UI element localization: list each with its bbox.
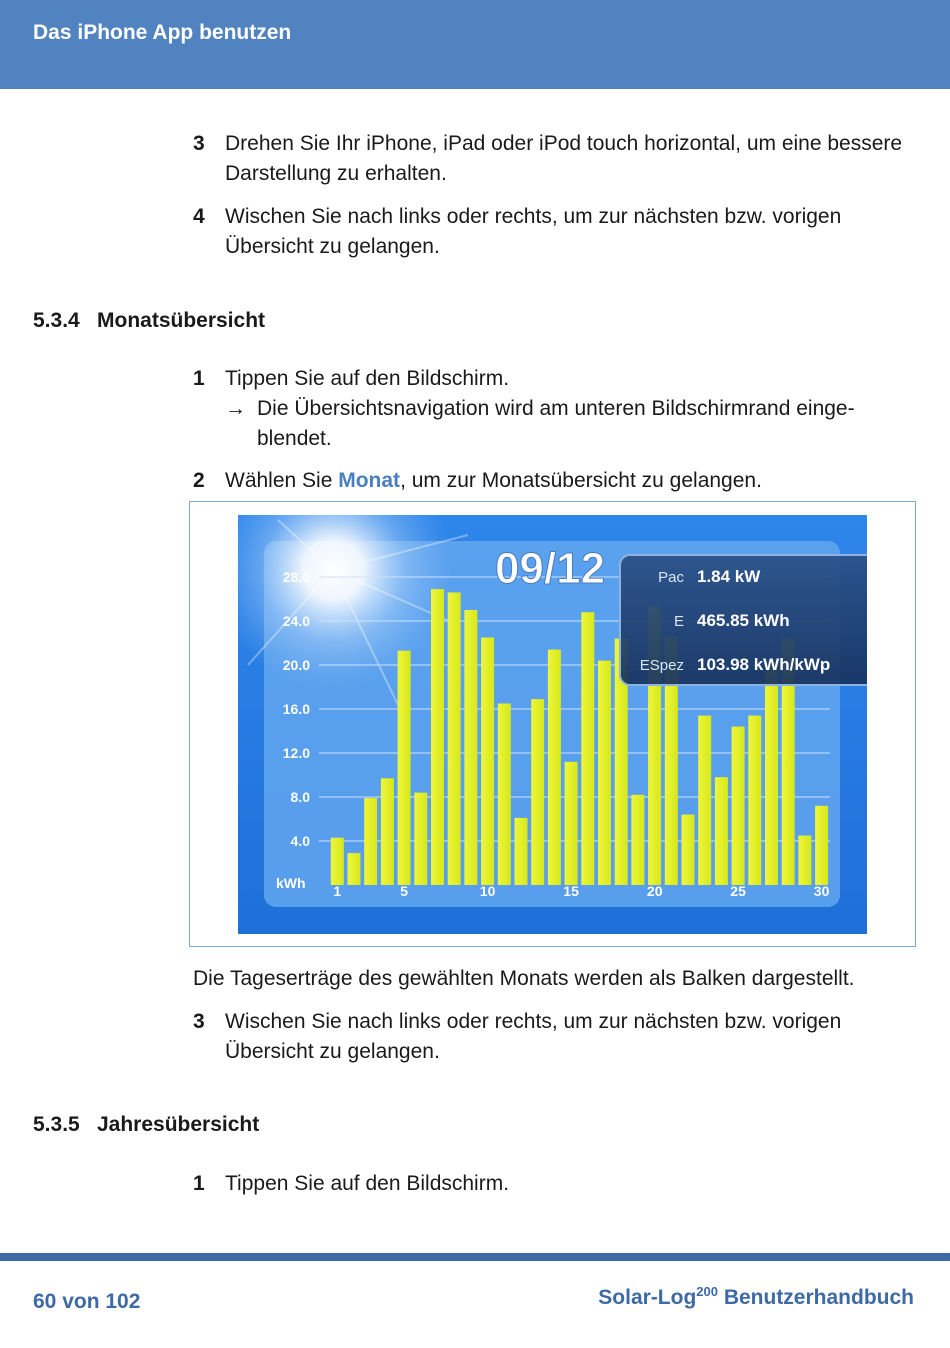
info-value-espez: 103.98 kWh/kWp xyxy=(697,655,831,674)
product-name: Solar-Log xyxy=(598,1286,697,1309)
step-number: 3 xyxy=(193,132,205,155)
footer-product-title xyxy=(598,1284,914,1310)
section-title: Monatsübersicht xyxy=(97,309,266,332)
x-tick-label: 1 xyxy=(333,883,342,899)
y-tick-label: 8.0 xyxy=(290,789,310,805)
step-number: 3 xyxy=(193,1010,205,1033)
bar-day-19 xyxy=(631,795,644,885)
page-header xyxy=(0,0,950,89)
bar-day-29 xyxy=(798,836,811,886)
bar-day-2 xyxy=(348,853,361,885)
product-superscript: 200 xyxy=(696,1284,718,1299)
x-tick-label: 25 xyxy=(730,883,746,899)
bar-day-26 xyxy=(748,716,761,885)
bar-day-7 xyxy=(431,589,444,885)
info-label-e: E xyxy=(673,613,684,630)
period-title: 09/12 xyxy=(494,544,606,593)
info-panel xyxy=(620,555,867,685)
arrow-right-icon: → xyxy=(225,397,246,420)
header-title: Das iPhone App benutzen xyxy=(33,21,292,44)
bar-day-6 xyxy=(414,793,427,885)
bar-day-23 xyxy=(698,716,711,885)
section-number: 5.3.4 xyxy=(33,309,80,332)
info-value-e: 465.85 kWh xyxy=(697,611,790,630)
section-title: Jahresübersicht xyxy=(97,1113,260,1136)
bar-day-9 xyxy=(464,610,477,885)
bar-day-15 xyxy=(565,762,578,885)
bar-day-4 xyxy=(381,778,394,885)
y-tick-label: 4.0 xyxy=(290,833,310,849)
step-text: Tippen Sie auf den Bildschirm. xyxy=(225,1172,510,1195)
bar-day-14 xyxy=(548,650,561,885)
x-tick-label: 5 xyxy=(400,883,409,899)
bar-day-11 xyxy=(498,704,511,886)
y-unit-label: kWh xyxy=(276,875,306,891)
step-text-after: , um zur Monatsübersicht zu gelangen. xyxy=(400,469,762,492)
step-number: 2 xyxy=(193,469,205,492)
page-number: 60 von 102 xyxy=(33,1290,141,1313)
bar-day-30 xyxy=(815,806,828,885)
y-tick-label: 20.0 xyxy=(282,657,310,673)
bar-day-1 xyxy=(331,838,344,885)
bar-day-27 xyxy=(765,662,778,885)
step-text: Wischen Sie nach links oder rechts, um zur nächsten bzw. vorigen Übersicht zu gelangen. xyxy=(225,205,842,258)
app-screenshot-chart xyxy=(238,515,867,934)
y-tick-label: 28.0 xyxy=(282,569,310,585)
product-suffix: Benutzerhandbuch xyxy=(717,1286,914,1309)
step-number: 1 xyxy=(193,1172,205,1195)
info-label-espez: ESpez xyxy=(639,657,684,674)
y-tick-label: 16.0 xyxy=(282,701,310,717)
step-text: Wischen Sie nach links oder rechts, um zur nächsten bzw. vorigen Übersicht zu gelangen. xyxy=(225,1010,842,1063)
y-tick-label: 12.0 xyxy=(282,745,310,761)
x-tick-label: 10 xyxy=(479,883,496,899)
bar-day-22 xyxy=(682,815,695,885)
bar-day-13 xyxy=(531,699,544,885)
bar-day-3 xyxy=(364,798,377,885)
monat-highlight: Monat xyxy=(338,469,401,492)
info-label-pac: Pac xyxy=(658,569,684,586)
bar-day-5 xyxy=(398,651,411,885)
step-text xyxy=(225,466,915,496)
footer-divider xyxy=(0,1253,950,1261)
x-tick-label: 30 xyxy=(813,883,830,899)
bar-day-12 xyxy=(515,818,528,885)
step-text: Tippen Sie auf den Bildschirm. xyxy=(225,367,510,390)
bar-day-16 xyxy=(581,612,594,885)
x-tick-label: 15 xyxy=(563,883,579,899)
step-text-before: Wählen Sie xyxy=(225,469,339,492)
bar-day-10 xyxy=(481,638,494,886)
bar-day-8 xyxy=(448,592,461,885)
step-number: 1 xyxy=(193,367,205,390)
result-text: Die Übersichtsnavigation wird am unteren Bildschirmrand einge-blendet. xyxy=(257,397,855,450)
figure-caption: Die Tageserträge des gewählten Monats werden als Balken dargestellt. xyxy=(193,967,855,990)
y-tick-label: 24.0 xyxy=(282,613,310,629)
bar-day-17 xyxy=(598,661,611,885)
figure-frame xyxy=(189,501,916,947)
step-number: 4 xyxy=(193,205,205,228)
bar-day-24 xyxy=(715,777,728,885)
x-tick-label: 20 xyxy=(646,883,663,899)
step-text: Drehen Sie Ihr iPhone, iPad oder iPod touch horizontal, um eine bessere Darstellung zu erhalten. xyxy=(225,132,903,185)
bar-day-25 xyxy=(732,727,745,885)
section-number: 5.3.5 xyxy=(33,1113,80,1136)
info-value-pac: 1.84 kW xyxy=(697,567,761,586)
